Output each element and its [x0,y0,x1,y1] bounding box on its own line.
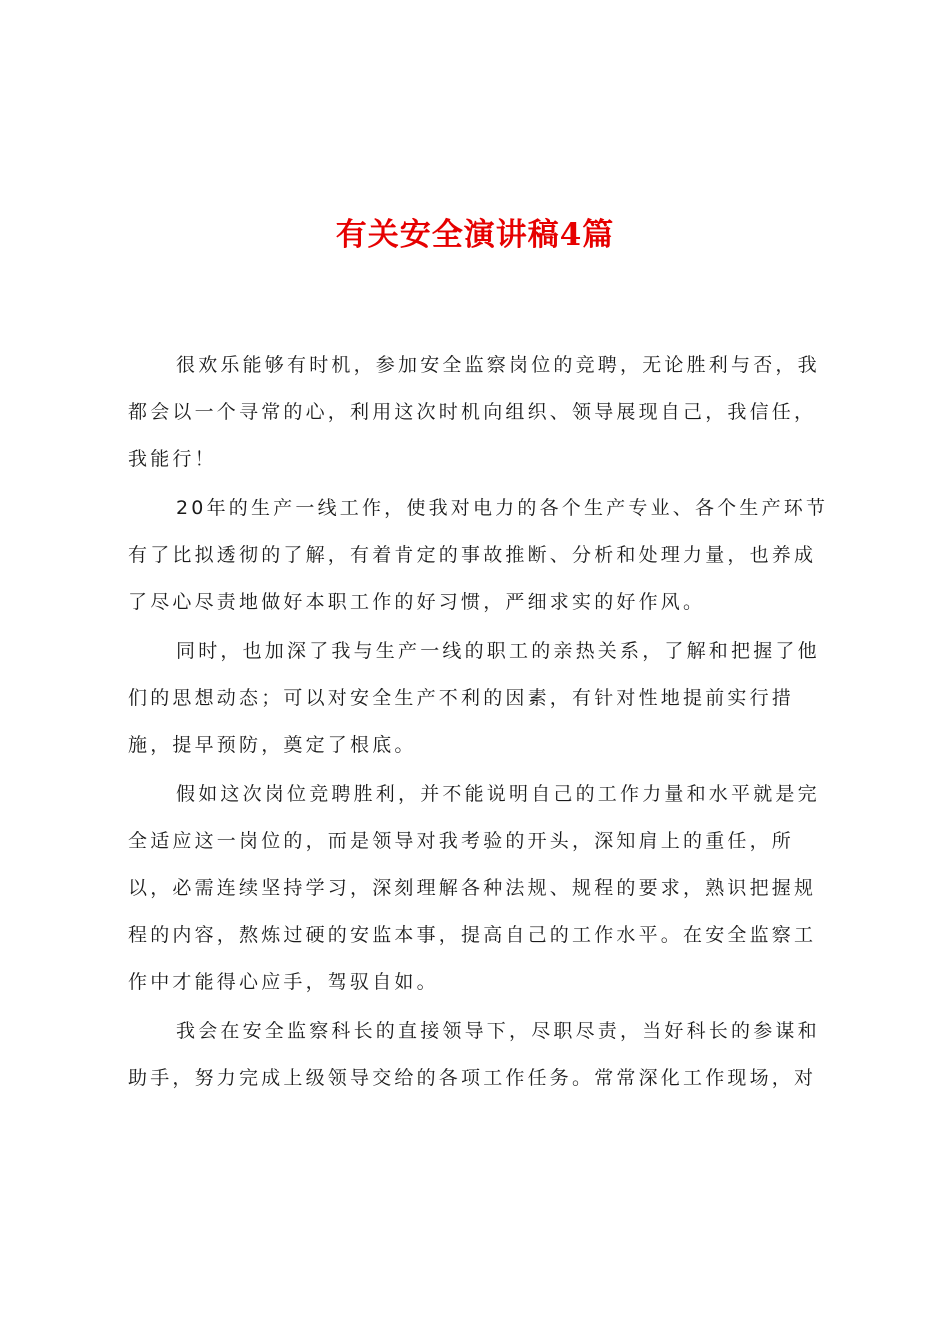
paragraph-line: 施，提早预防，奠定了根底。 [128,734,417,756]
paragraph-line: 了尽心尽责地做好本职工作的好习惯，严细求实的好作风。 [128,591,706,613]
paragraph-line: 我能行！ [128,448,217,470]
paragraph-line: 都会以一个寻常的心，利用这次时机向组织、领导展现自己，我信任， [128,401,817,423]
paragraph-line: 同时，也加深了我与生产一线的职工的亲热关系，了解和把握了他 [176,640,820,662]
paragraph-line: 以，必需连续坚持学习，深刻理解各种法规、规程的要求，熟识把握规 [128,877,817,899]
paragraph-5 [128,1008,832,1102]
document-body [128,342,832,1104]
paragraph-line: 程的内容，熬炼过硬的安监本事，提高自己的工作水平。在安全监察工 [128,924,817,946]
paragraph-line: 作中才能得心应手，驾驭自如。 [128,971,439,993]
paragraph-line: 有了比拟透彻的了解，有着肯定的事故推断、分析和处理力量，也养成 [128,544,817,566]
paragraph-line: 助手，努力完成上级领导交给的各项工作任务。常常深化工作现场，对 [128,1067,817,1089]
paragraph-3 [128,628,832,769]
paragraph-line: 全适应这一岗位的，而是领导对我考验的开头，深知肩上的重任，所 [128,830,795,852]
paragraph-4 [128,771,832,1006]
paragraph-1 [128,342,832,483]
paragraph-line: 们的思想动态；可以对安全生产不利的因素，有针对性地提前实行措 [128,687,795,709]
paragraph-line: 我会在安全监察科长的直接领导下，尽职尽责，当好科长的参谋和 [176,1020,820,1042]
paragraph-line: 20年的生产一线工作，使我对电力的各个生产专业、各个生产环节 [176,497,829,519]
document-title: 有关安全演讲稿4篇 [335,217,615,253]
paragraph-2 [128,485,832,626]
paragraph-line: 很欢乐能够有时机，参加安全监察岗位的竞聘，无论胜利与否，我 [176,354,820,376]
paragraph-line: 假如这次岗位竞聘胜利，并不能说明自己的工作力量和水平就是完 [176,783,820,805]
